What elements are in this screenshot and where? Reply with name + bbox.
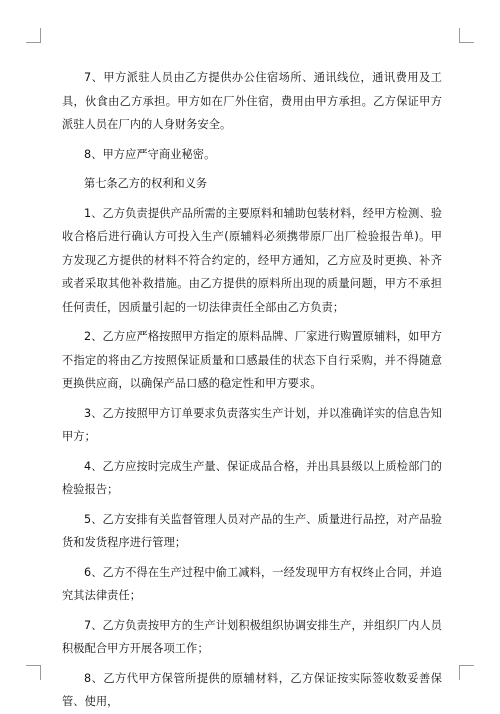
- clause-7-item-8: 8、乙方代甲方保管所提供的原辅材料，乙方保证按实际签收数妥善保管、使用，: [62, 671, 442, 708]
- crop-mark-bottom-right: [459, 665, 474, 680]
- clause-6-item-8: 8、甲方应严守商业秘密。: [84, 147, 216, 161]
- crop-mark-top-left: [26, 28, 41, 43]
- clause-7-item-7: 7、乙方负责按甲方的生产计划积极组织协调安排生产，并组织厂内人员积极配合甲方开展各项工作；: [62, 618, 442, 655]
- clause-6-item-7: 7、甲方派驻人员由乙方提供办公住宿场所、通讯线位，通讯费用及工具，伙食由乙方承担。甲方如在厂外住宿，费用由甲方承担。乙方保证甲方派驻人员在厂内的人身财务安全。: [62, 71, 442, 131]
- clause-7-item-2: 2、乙方应严格按照甲方指定的原料品牌、厂家进行购置原辅料，如甲方不指定的将由乙方按照保证质量和口感最佳的状态下自行采购，并不得随意更换供应商，以确保产品口感的稳定性和甲方要求。: [62, 330, 442, 390]
- clause-7-item-3: 3、乙方按照甲方订单要求负责落实生产计划，并以准确详实的信息告知甲方；: [62, 406, 442, 443]
- clause-7-item-5: 5、乙方安排有关监督管理人员对产品的生产、质量进行品控，对产品验货和发货程序进行管理；: [62, 512, 442, 549]
- clause-7-item-1: 1、乙方负责提供产品所需的主要原料和辅助包装材料，经甲方检测、验收合格后进行确认方可投入生产(原辅料必须携带原厂出厂检验报告单)。甲方发现乙方提供的材料不符合约定的，经甲方通知，乙方应及时更换、补齐或者采取其他补救措施。由乙方提供的原料所出现的质量问题，甲方不承担任何责任，因质量引起的一切法律责任全部由乙方负责；: [62, 206, 442, 314]
- crop-mark-bottom-left: [26, 665, 41, 680]
- clause-7-item-6: 6、乙方不得在生产过程中偷工减料，一经发现甲方有权终止合同，并追究其法律责任；: [62, 565, 442, 602]
- crop-mark-top-right: [459, 28, 474, 43]
- clause-7-item-4: 4、乙方应按时完成生产量、保证成品合格，并出具县级以上质检部门的检验报告；: [62, 459, 442, 496]
- document-body: [62, 66, 442, 714]
- clause-7-heading: 第七条乙方的权利和义务: [84, 177, 208, 190]
